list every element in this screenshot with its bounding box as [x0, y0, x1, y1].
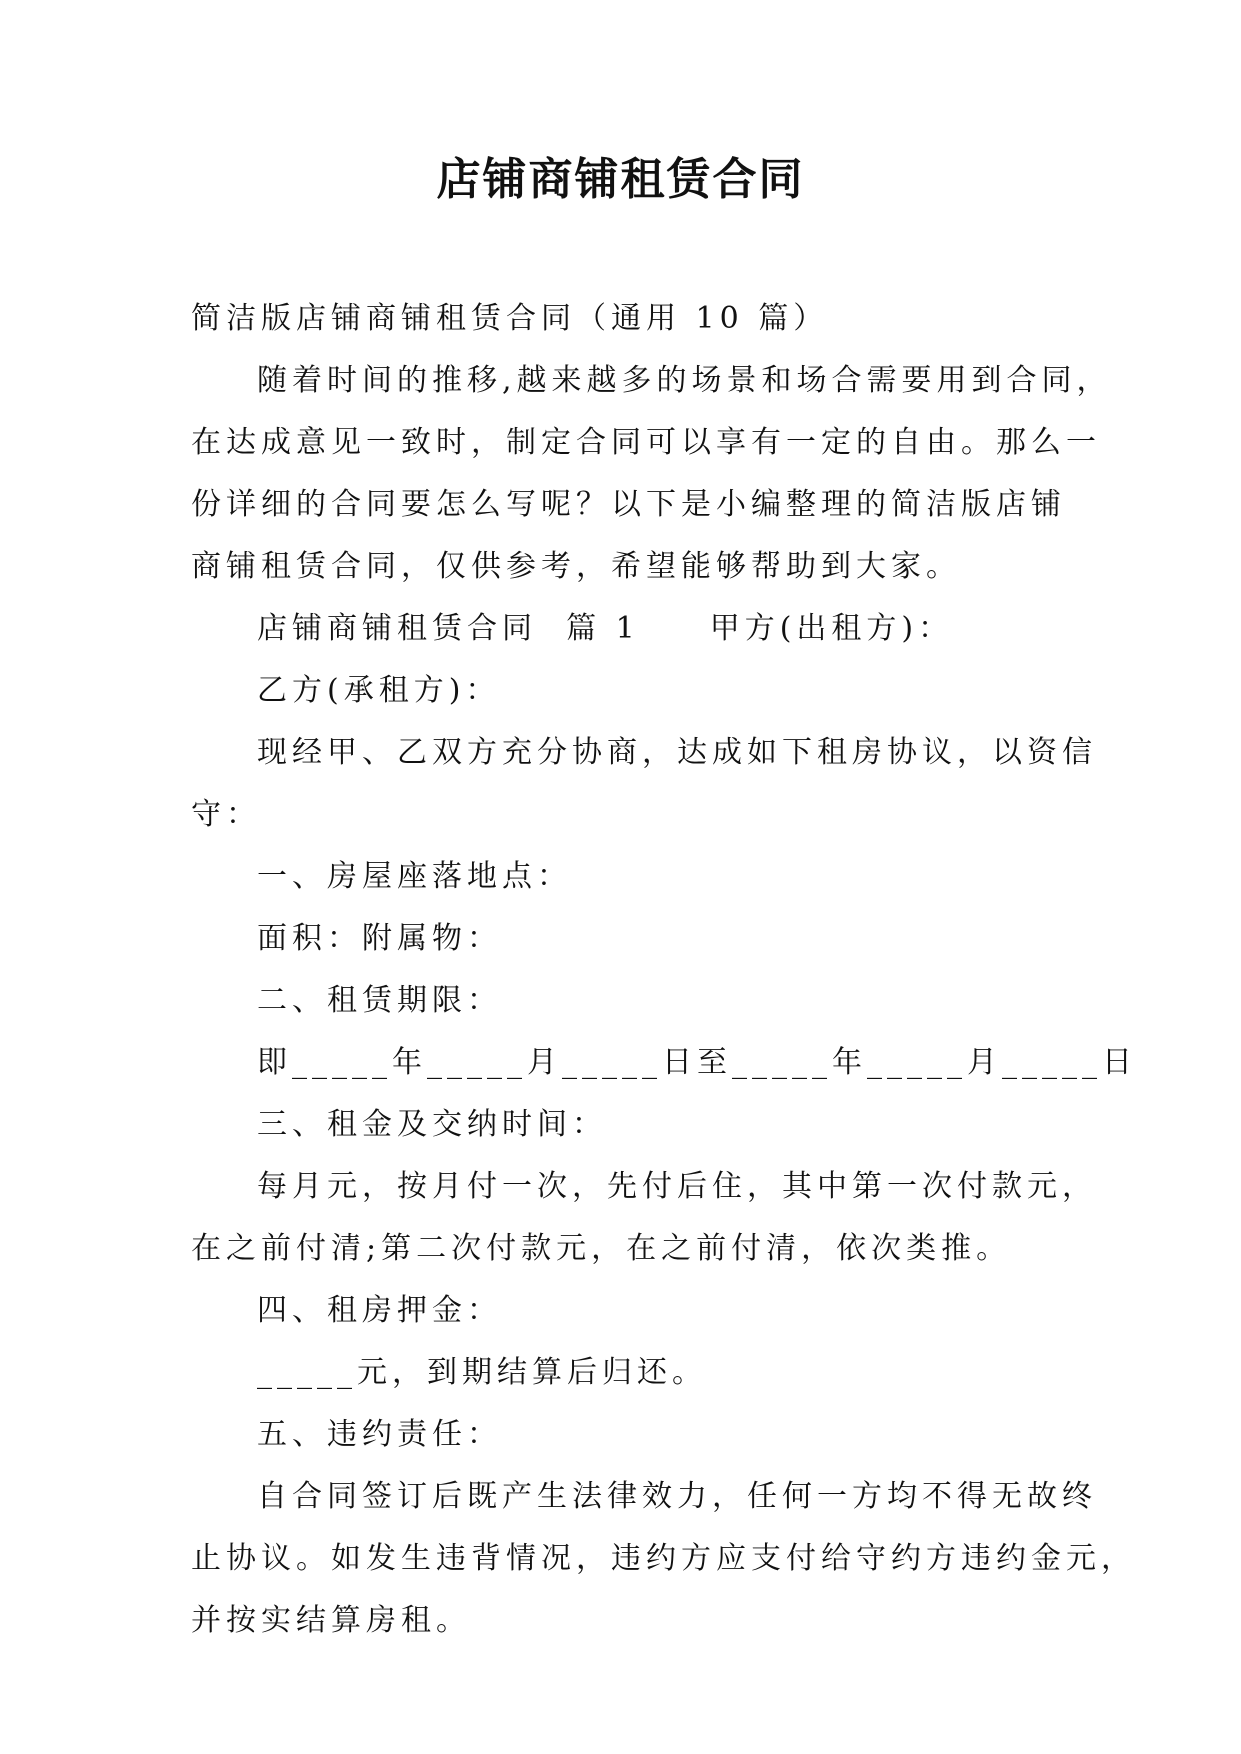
clause-1-body: 面积：附属物：: [257, 921, 502, 956]
clause-5-body-line: 并按实结算房租。: [191, 1603, 471, 1638]
document-title: 店铺商铺租赁合同: [436, 154, 805, 205]
document-subtitle: 简洁版店铺商铺租赁合同（通用 10 篇）: [191, 301, 829, 336]
clause-5-title: 五、违约责任：: [257, 1417, 502, 1452]
intro-line: 商铺租赁合同，仅供参考，希望能够帮助到大家。: [191, 549, 961, 584]
clause-4-body: _____元，到期结算后归还。: [257, 1355, 707, 1390]
document-body: [191, 288, 1137, 1652]
clause-1-title: 一、房屋座落地点：: [257, 859, 572, 894]
intro-line: 在达成意见一致时，制定合同可以享有一定的自由。那么一: [191, 425, 1101, 460]
section-heading: 店铺商铺租赁合同 篇 1: [257, 611, 640, 646]
clause-4-title: 四、租房押金：: [257, 1293, 502, 1328]
intro-line: 随着时间的推移,越来越多的场景和场合需要用到合同，: [257, 363, 1112, 398]
intro-line: 份详细的合同要怎么写呢？以下是小编整理的简洁版店铺: [191, 487, 1066, 522]
clause-2-title: 二、租赁期限：: [257, 983, 502, 1018]
party-b-label: 乙方(承租方)：: [257, 673, 501, 708]
clause-5-body-line: 自合同签订后既产生法律效力，任何一方均不得无故终: [257, 1479, 1097, 1514]
party-a-label: 甲方(出租方)：: [709, 611, 954, 646]
clause-3-body-line: 每月元，按月付一次，先付后住，其中第一次付款元，: [257, 1169, 1097, 1204]
agreement-line: 现经甲、乙双方充分协商，达成如下租房协议，以资信: [257, 735, 1097, 770]
clause-3-title: 三、租金及交纳时间：: [257, 1107, 607, 1142]
clause-2-body: 即_____年_____月_____日至_____年_____月_____日: [257, 1045, 1137, 1080]
clause-3-body-line: 在之前付清;第二次付款元，在之前付清，依次类推。: [191, 1231, 1012, 1266]
clause-5-body-line: 止协议。如发生违背情况，违约方应支付给守约方违约金元，: [191, 1541, 1136, 1576]
section-heading-row: [191, 598, 1051, 660]
agreement-line: 守：: [191, 797, 261, 832]
